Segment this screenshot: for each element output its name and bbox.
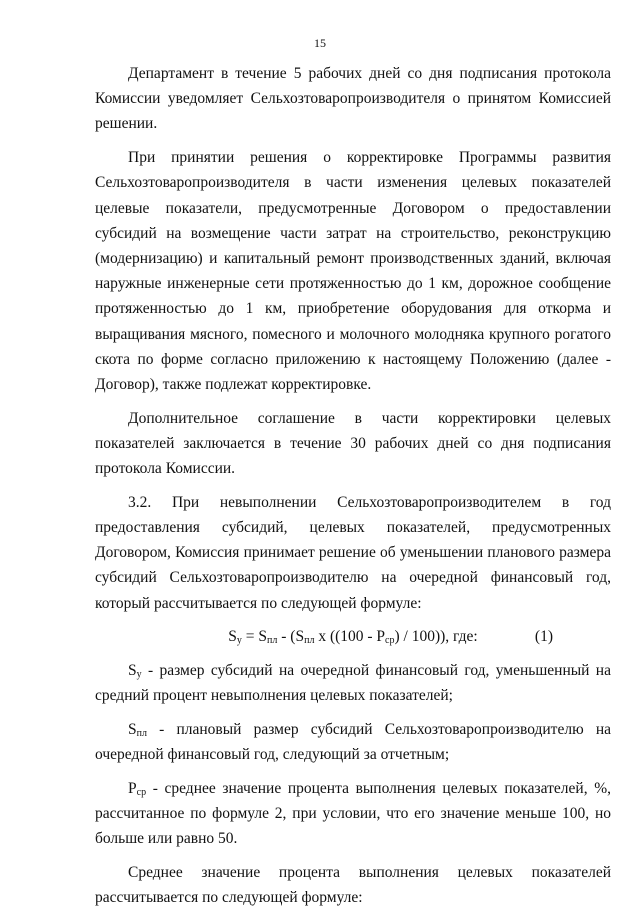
formula-x: x ((100 - P [314, 628, 386, 646]
definition-sub: пл [136, 727, 147, 739]
definition-symbol: S [128, 720, 137, 738]
definition-sub: у [136, 668, 142, 680]
formula-number: (1) [534, 628, 553, 646]
formula-sub-y: у [236, 635, 242, 647]
formula-eq: = S [241, 628, 268, 646]
paragraph-notification: Департамент в течение 5 рабочих дней со дня подписания протокола Комиссии уведомляет Сельхозтоваропроизводителя о принятом Комиссией решении. [95, 65, 611, 133]
formula-sub-pl: пл [267, 635, 278, 647]
definition-s-pl [95, 717, 611, 767]
paragraph-closing: Среднее значение процента выполнения целевых показателей рассчитывается по следующей формуле: [95, 863, 611, 907]
formula-minus: - (S [277, 628, 305, 646]
paragraph-correction: При принятии решения о корректировке Программы развития Сельхозтоваропроизводителя в части изменения целевых показателей целевые показатели, предусмотренные Договором о предоставлении субсидий на возмещение части затрат на строительство, реконструкцию (модернизацию) и капитальный ремонт производственных зданий, включая наружные инженерные сети протяженностью до 1 км, дорожное сообщение протяженностью до 1 км, приобретение оборудования для откорма и выращивания мясного, помесного и молочного молодняка крупного рогатого скота по форме согласно приложению к настоящему Положению (далее - Договор), также подлежат корректировке. [95, 149, 611, 393]
definition-symbol: S [128, 661, 137, 679]
definition-symbol: P [128, 779, 137, 797]
definition-text: - среднее значение процента выполнения целевых показателей, %, рассчитанное по формуле 2, при условии, что его значение меньше 100, но больше или равно 50. [95, 779, 611, 848]
definition-sub: ср [136, 786, 147, 798]
definition-text: - размер субсидий на очередной финансовый год, уменьшенный на средний процент невыполнения целевых показателей; [95, 661, 611, 705]
document-body [95, 61, 611, 919]
paragraph-agreement: Дополнительное соглашение в части корректировки целевых показателей заключается в течение 30 рабочих дней со дня подписания протокола Комиссии. [95, 409, 611, 478]
definition-text: - плановый размер субсидий Сельхозтоваропроизводителю на очередной финансовый год, следующий за отчетным; [95, 720, 611, 764]
formula-sub-sr: ср [385, 635, 395, 647]
page-number: 15 [314, 36, 326, 50]
definition-p-sr [95, 776, 611, 852]
formula-symbol-s: S [228, 628, 237, 646]
formula-1 [95, 624, 611, 649]
paragraph-section-3-2: 3.2. При невыполнении Сельхозтоваропроизводителем в год предоставления субсидий, целевых показателей, предусмотренных Договором, Комиссия принимает решение об уменьшении планового размера субсидий Сельхозтоваропроизводителю на очередной финансовый год, который рассчитывается по следующей формуле: [95, 493, 611, 612]
formula-sub-pl-2: пл [304, 635, 315, 647]
formula-tail: ) / 100)), где: [394, 628, 478, 646]
definition-s-y [95, 658, 611, 708]
